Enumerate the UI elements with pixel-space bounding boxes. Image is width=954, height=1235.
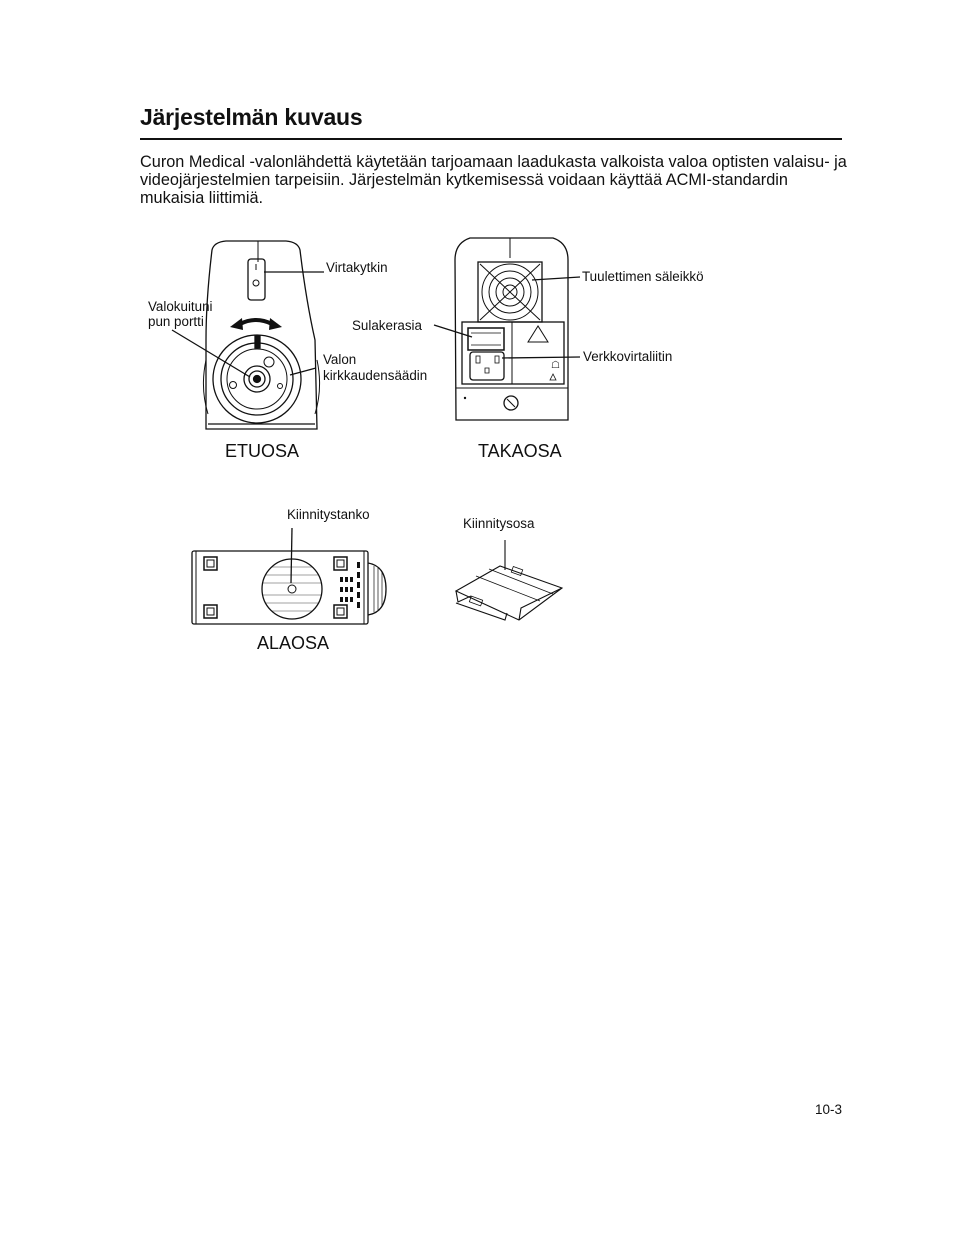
mounting-bracket-illustration	[456, 540, 562, 620]
caption-bottom: ALAOSA	[257, 633, 330, 653]
leader-fuse-box	[434, 325, 472, 337]
front-view-illustration	[172, 241, 324, 429]
label-fan-grille: Tuulettimen säleikkö	[582, 269, 704, 284]
fuse-box-shape	[468, 328, 504, 350]
leader-mounting-rod	[291, 528, 292, 583]
label-power-switch: Virtakytkin	[326, 260, 388, 275]
svg-text:☖: ☖	[551, 360, 560, 371]
label-mounting-part: Kiinnitysosa	[463, 516, 535, 531]
label-fuse-box: Sulakerasia	[352, 318, 422, 333]
caption-back: TAKAOSA	[478, 441, 562, 461]
leader-fan-grille	[532, 277, 580, 280]
rotation-arrow	[240, 320, 272, 324]
page-title: Järjestelmän kuvaus	[140, 104, 363, 130]
label-fiber-port-line1: Valokuituni	[148, 299, 213, 314]
back-view-illustration	[434, 238, 580, 420]
label-intensity-line1: Valon	[323, 352, 357, 367]
label-power-inlet: Verkkovirtaliitin	[583, 349, 673, 364]
label-fiber-port-line2: pun portti	[148, 314, 204, 329]
mounting-plate-circle	[262, 559, 322, 619]
power-module-shape	[462, 322, 564, 384]
intro-paragraph: Curon Medical -valonlähdettä käytetään tarjoamaan laadukasta valkoista valoa optisten valaisu- ja videojärjestelmien tarpeisiin. Järjestelmän kytkemisessä voidaan käyttää ACMI-standardin mukaisia liittimiä.	[140, 153, 847, 207]
label-intensity-line2: kirkkaudensäädin	[323, 368, 428, 383]
label-mounting-rod: Kiinnitystanko	[287, 507, 370, 522]
page-number: 10-3	[815, 1102, 843, 1117]
leader-intensity	[290, 368, 316, 375]
leader-fiber-port	[172, 330, 250, 377]
bottom-view-illustration	[192, 528, 386, 624]
caption-front: ETUOSA	[225, 441, 300, 461]
